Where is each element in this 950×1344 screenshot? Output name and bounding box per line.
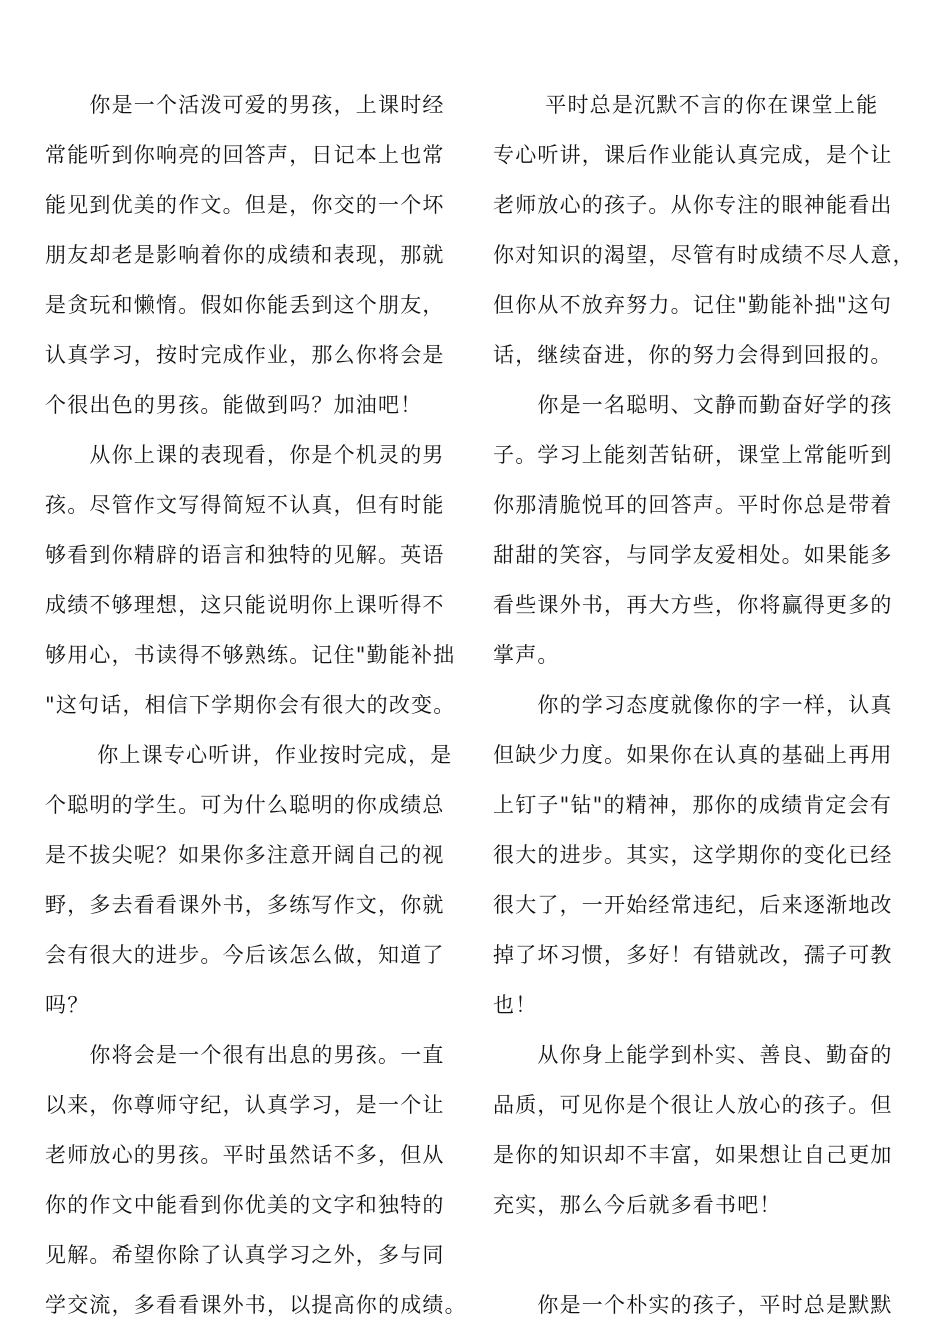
- text-line: 以来，你尊师守纪，认真学习，是一个让: [45, 1093, 445, 1117]
- text-line: 个聪明的学生。可为什么聪明的你成绩总: [45, 793, 445, 817]
- text-line: 平时总是沉默不言的你在课堂上能: [493, 93, 879, 117]
- text-line: 上钉子"钻"的精神，那你的成绩肯定会有: [493, 793, 893, 817]
- text-line: 孩。尽管作文写得简短不认真，但有时能: [45, 493, 445, 517]
- text-line: 你对知识的渴望，尽管有时成绩不尽人意，: [493, 243, 915, 267]
- text-line: 你那清脆悦耳的回答声。平时你总是带着: [493, 493, 893, 517]
- comment-paragraph: [45, 1030, 465, 1330]
- comment-paragraph: [493, 380, 913, 680]
- left-column: [45, 80, 465, 1330]
- text-line: 是贪玩和懒惰。假如你能丢到这个朋友，: [45, 293, 445, 317]
- text-line: 你是一个朴实的孩子，平时总是默默: [493, 1293, 893, 1317]
- text-line: 见解。希望你除了认真学习之外，多与同: [45, 1243, 445, 1267]
- text-line: 你将会是一个很有出息的男孩。一直: [45, 1043, 445, 1067]
- text-line: 很大了，一开始经常违纪，后来逐渐地改: [493, 893, 893, 917]
- text-line: 专心听讲，课后作业能认真完成，是个让: [493, 143, 893, 167]
- text-line: 成绩不够理想，这只能说明你上课听得不: [45, 593, 445, 617]
- text-line: 掉了坏习惯，多好！有错就改，孺子可教: [493, 943, 893, 967]
- text-line: 掌声。: [493, 643, 560, 667]
- text-line: 吗？: [45, 993, 90, 1017]
- text-line: 够看到你精辟的语言和独特的见解。英语: [45, 543, 445, 567]
- text-line: 子。学习上能刻苦钻研，课堂上常能听到: [493, 443, 893, 467]
- text-line: 你的作文中能看到你优美的文字和独特的: [45, 1193, 445, 1217]
- text-line: 也！: [493, 993, 538, 1017]
- text-line: 你是一个活泼可爱的男孩，上课时经: [45, 93, 445, 117]
- text-line: 能见到优美的作文。但是，你交的一个坏: [45, 193, 445, 217]
- text-line: 够用心，书读得不够熟练。记住"勤能补拙: [45, 643, 456, 667]
- comment-paragraph: [45, 730, 465, 1030]
- text-line: 你上课专心听讲，作业按时完成，是: [45, 743, 453, 767]
- text-line: 你是一名聪明、文静而勤奋好学的孩: [493, 393, 893, 417]
- comment-paragraph: [493, 1030, 913, 1230]
- text-line: 你的学习态度就像你的字一样，认真: [493, 693, 893, 717]
- text-line: 但缺少力度。如果你在认真的基础上再用: [493, 743, 893, 767]
- comment-paragraph: [45, 80, 465, 430]
- right-column: [493, 80, 913, 1330]
- text-line: 甜甜的笑容，与同学友爱相处。如果能多: [493, 543, 893, 567]
- comment-paragraph: [493, 680, 913, 1030]
- comment-paragraph: [45, 430, 465, 730]
- text-line: 很大的进步。其实，这学期你的变化已经: [493, 843, 893, 867]
- text-line: 老师放心的男孩。平时虽然话不多，但从: [45, 1143, 445, 1167]
- text-line: 话，继续奋进，你的努力会得到回报的。: [493, 343, 893, 367]
- text-line: 充实，那么今后就多看书吧！: [493, 1193, 782, 1217]
- text-line: 是不拔尖呢？如果你多注意开阔自己的视: [45, 843, 445, 867]
- text-line: 从你上课的表现看，你是个机灵的男: [45, 443, 445, 467]
- text-line: 品质，可见你是个很让人放心的孩子。但: [493, 1093, 893, 1117]
- text-line: 朋友却老是影响着你的成绩和表现，那就: [45, 243, 445, 267]
- text-line: 是你的知识却不丰富，如果想让自己更加: [493, 1143, 893, 1167]
- text-line: 认真学习，按时完成作业，那么你将会是: [45, 343, 445, 367]
- comment-paragraph: [493, 1230, 913, 1330]
- text-line: 学交流，多看看课外书，以提高你的成绩。: [45, 1293, 467, 1317]
- text-line: 会有很大的进步。今后该怎么做，知道了: [45, 943, 445, 967]
- text-line: 从你身上能学到朴实、善良、勤奋的: [493, 1043, 893, 1067]
- text-line: 看些课外书，再大方些，你将赢得更多的: [493, 593, 893, 617]
- text-line: 常能听到你响亮的回答声，日记本上也常: [45, 143, 445, 167]
- blank-line: [493, 1230, 913, 1280]
- text-line: 但你从不放弃努力。记住"勤能补拙"这句: [493, 293, 893, 317]
- text-line: 个很出色的男孩。能做到吗？加油吧！: [45, 393, 423, 417]
- text-line: 老师放心的孩子。从你专注的眼神能看出: [493, 193, 893, 217]
- comment-paragraph: [493, 80, 913, 380]
- text-line: "这句话，相信下学期你会有很大的改变。: [45, 693, 456, 717]
- text-line: 野，多去看看课外书，多练写作文，你就: [45, 893, 445, 917]
